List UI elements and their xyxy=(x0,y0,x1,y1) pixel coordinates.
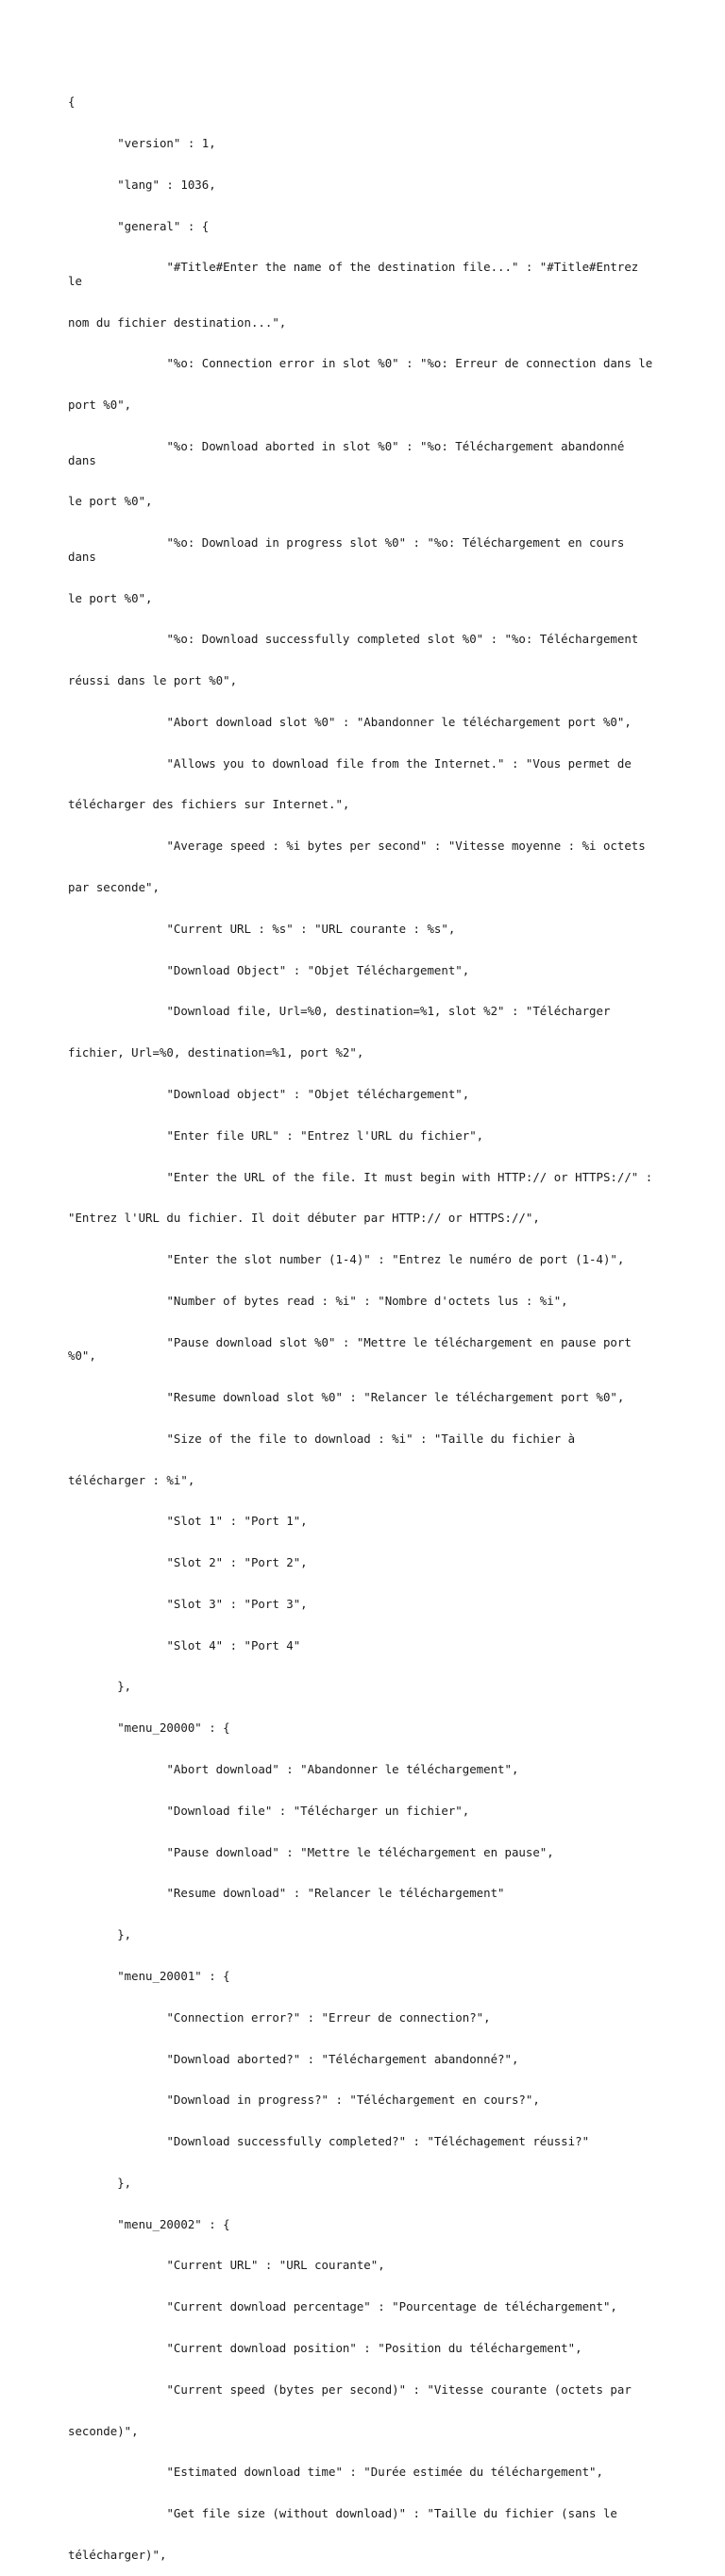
text-line: "Allows you to download file from the Internet." : "Vous permet de xyxy=(68,755,632,771)
text-line: "Current URL" : "URL courante", xyxy=(68,2258,385,2273)
text-line: nom du fichier destination...", xyxy=(68,314,287,330)
text-line: "Enter file URL" : "Entrez l'URL du fichier", xyxy=(68,1127,484,1143)
text-line: }, xyxy=(68,1927,132,1942)
text-line: "Slot 1" : "Port 1", xyxy=(68,1514,308,1529)
text-line: "%o: Download successfully completed slot %0" : "%o: Téléchargement xyxy=(68,632,639,647)
text-line: "Connection error?" : "Erreur de connection?", xyxy=(68,2009,491,2025)
text-line: "Size of the file to download : %i" : "Taille du fichier à xyxy=(68,1431,576,1446)
text-line: télécharger des fichiers sur Internet.", xyxy=(68,797,350,812)
text-line: "Download file" : "Télécharger un fichier", xyxy=(68,1803,470,1818)
text-line: "Download in progress?" : "Téléchargement en cours?", xyxy=(68,2093,540,2108)
text-line: "Pause download" : "Mettre le téléchargement en pause", xyxy=(68,1844,554,1859)
text-line: par seconde", xyxy=(68,880,160,895)
text-line: }, xyxy=(68,1679,132,1694)
text-line: "%o: Download in progress slot %0" : "%o: Téléchargement en cours dans xyxy=(68,535,632,564)
text-line: "menu_20001" : { xyxy=(68,1968,230,1983)
text-line: le port %0", xyxy=(68,590,153,605)
text-line: réussi dans le port %0", xyxy=(68,673,238,688)
text-line: "Abort download" : "Abandonner le téléchargement", xyxy=(68,1762,519,1777)
text-line: "Resume download slot %0" : "Relancer le téléchargement port %0", xyxy=(68,1390,625,1404)
text-line: "Current speed (bytes per second)" : "Vitesse courante (octets par xyxy=(68,2381,632,2397)
document-body xyxy=(68,68,657,2576)
text-line: télécharger : %i", xyxy=(68,1472,195,1487)
text-line: "Get file size (without download)" : "Taille du fichier (sans le xyxy=(68,2506,617,2521)
text-line: "Slot 3" : "Port 3", xyxy=(68,1596,308,1611)
text-line: "general" : { xyxy=(68,218,210,233)
text-line: "Current URL : %s" : "URL courante : %s", xyxy=(68,921,456,936)
text-line: "Download successfully completed?" : "Téléchagement réussi?" xyxy=(68,2134,590,2149)
text-line: "Entrez l'URL du fichier. Il doit débuter par HTTP:// or HTTPS://", xyxy=(68,1211,540,1226)
text-line: "Download file, Url=%0, destination=%1, slot %2" : "Télécharger xyxy=(68,1004,611,1019)
text-line: "Estimated download time" : "Durée estimée du téléchargement", xyxy=(68,2465,603,2480)
text-line: seconde)", xyxy=(68,2423,139,2438)
text-line: "menu_20000" : { xyxy=(68,1720,230,1736)
text-line: "Abort download slot %0" : "Abandonner le téléchargement port %0", xyxy=(68,714,632,729)
text-line: "#Title#Enter the name of the destination file..." : "#Title#Entrez le xyxy=(68,260,646,288)
text-line: "Enter the slot number (1-4)" : "Entrez le numéro de port (1-4)", xyxy=(68,1252,625,1267)
text-line: "menu_20002" : { xyxy=(68,2216,230,2231)
text-line: "Resume download" : "Relancer le téléchargement" xyxy=(68,1886,505,1901)
text-line: "Download object" : "Objet téléchargement", xyxy=(68,1086,470,1101)
text-line: }, xyxy=(68,2175,132,2190)
text-line: "version" : 1, xyxy=(68,135,216,150)
text-line: "Number of bytes read : %i" : "Nombre d'octets lus : %i", xyxy=(68,1293,568,1308)
text-line: "Download aborted?" : "Téléchargement abandonné?", xyxy=(68,2051,519,2066)
text-line: "Current download position" : "Position du téléchargement", xyxy=(68,2340,582,2355)
text-line: "Download Object" : "Objet Téléchargement", xyxy=(68,962,470,977)
text-line: "lang" : 1036, xyxy=(68,177,216,192)
text-line: { xyxy=(68,94,76,110)
text-line: "Current download percentage" : "Pourcentage de téléchargement", xyxy=(68,2299,617,2314)
text-line: fichier, Url=%0, destination=%1, port %2", xyxy=(68,1045,364,1060)
text-line: "Enter the URL of the file. It must begin with HTTP:// or HTTPS://" : xyxy=(68,1169,653,1184)
text-line: "Average speed : %i bytes per second" : "Vitesse moyenne : %i octets xyxy=(68,839,646,854)
text-line: "Pause download slot %0" : "Mettre le téléchargement en pause port %0", xyxy=(68,1334,639,1364)
text-line: "Slot 4" : "Port 4" xyxy=(68,1637,301,1652)
text-line: le port %0", xyxy=(68,494,153,509)
text-line: "%o: Connection error in slot %0" : "%o: Erreur de connection dans le xyxy=(68,356,653,371)
text-line: télécharger)", xyxy=(68,2547,167,2562)
text-line: port %0", xyxy=(68,398,132,413)
text-line: "%o: Download aborted in slot %0" : "%o: Téléchargement abandonné dans xyxy=(68,439,632,467)
text-line: "Slot 2" : "Port 2", xyxy=(68,1555,308,1570)
